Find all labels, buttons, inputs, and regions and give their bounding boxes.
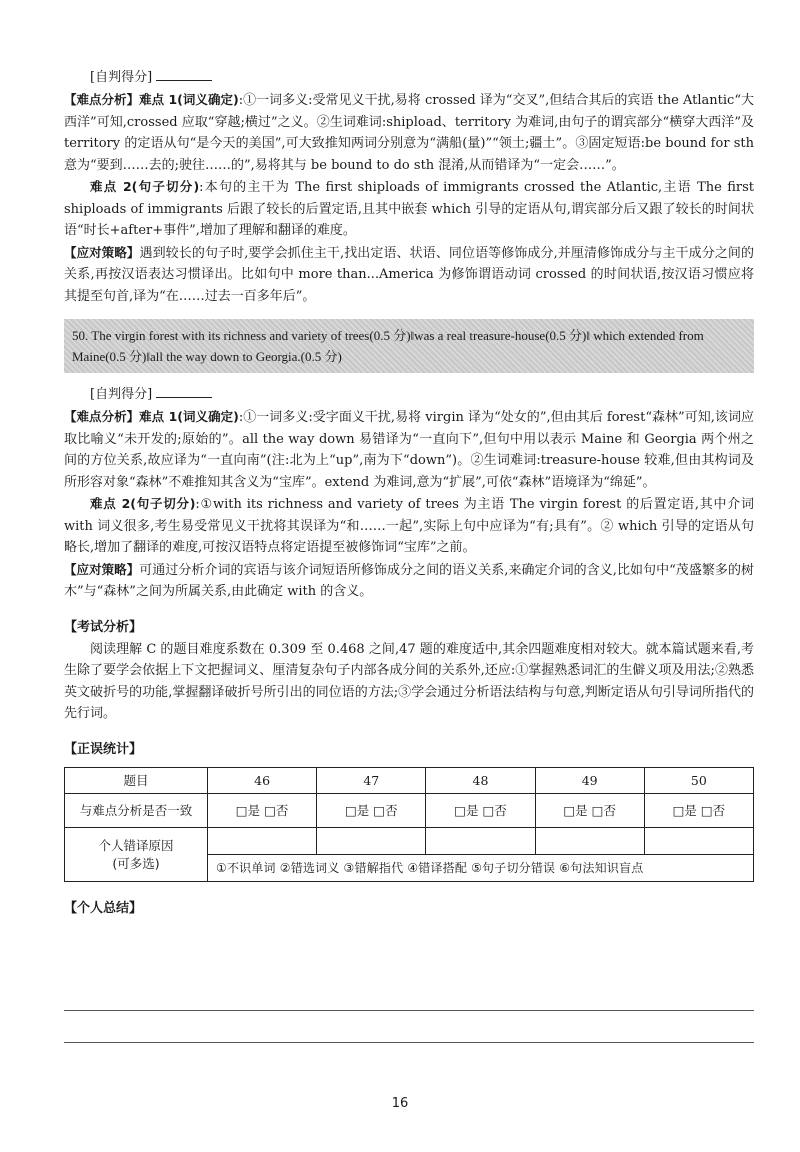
difficulty-title: 难点 1(词义确定)	[139, 92, 239, 107]
difficulty-title: 难点 1(词义确定)	[139, 409, 239, 424]
reason-cell-49[interactable]	[535, 827, 644, 854]
exam-analysis-title: 【考试分析】	[64, 619, 143, 635]
page-number: 16	[391, 1096, 409, 1111]
page-content	[64, 66, 754, 920]
table-header-label: 题目	[65, 767, 208, 793]
section-label: 【应对策略】	[64, 244, 140, 260]
reason-cell-50[interactable]	[644, 827, 753, 854]
self-score-line	[64, 66, 754, 89]
error-reason-label-line1: 个人错译原因	[98, 838, 174, 853]
personal-summary-title: 【个人总结】	[64, 900, 143, 916]
question-col-50: 50	[644, 767, 753, 793]
checkbox-46[interactable]: □是 □否	[208, 793, 317, 827]
reason-options: ①不识单词 ②错选词义 ③错解指代 ④错译搭配 ⑤句子切分错误 ⑥句法知识盲点	[208, 854, 754, 881]
reason-cell-46[interactable]	[208, 827, 317, 854]
error-reason-row	[65, 827, 754, 854]
section-label: 【难点分析】	[64, 92, 140, 107]
strategy-2	[64, 559, 754, 603]
difficulty-analysis-1	[64, 89, 754, 176]
question-50-box: 50. The virgin forest with its richness and variety of trees(0.5 分)‖was a real treasure-house(0.5 分)‖ which extended from Maine(0.5 分)‖all the way down to Georgia.(0.5 分)	[64, 319, 754, 373]
question-col-49: 49	[535, 767, 644, 793]
paragraph-text: :①一词多义:受常见义干扰,易将 crossed 译为“交叉”,但结合其后的宾语 the Atlantic“大西洋”可知,crossed 应取“穿越;横过”之义。②生词难词:shipload、territory 为难词,由句子的谓宾部分“横穿大西洋”及 territory 的定语从句“是今天的美国”,可大致推知两词分别意为“满船(量)”“领土;疆土”。③固定短语:be bound for sth 意为“要到……去的;驶往……的”,易将其与 be bound to do sth 混淆,从而错译为“一定会……”。	[64, 93, 754, 173]
difficulty-title: 难点 2(句子切分)	[90, 179, 200, 194]
self-score-line	[64, 383, 754, 406]
difficulty-title: 难点 2(句子切分)	[90, 496, 196, 511]
stat-table	[64, 767, 754, 882]
difficulty-analysis-3	[64, 406, 754, 493]
stat-title: 【正误统计】	[64, 741, 143, 757]
checkbox-48[interactable]: □是 □否	[426, 793, 535, 827]
error-reason-label-line2: (可多选)	[112, 856, 160, 871]
question-col-47: 47	[317, 767, 426, 793]
section-label: 【应对策略】	[64, 561, 140, 577]
summary-line-1[interactable]	[64, 1010, 754, 1011]
consistency-label: 与难点分析是否一致	[65, 793, 208, 827]
strategy-1	[64, 242, 754, 308]
score-blank	[156, 66, 212, 81]
paragraph-text: :本句的主干为 The first shiploads of immigrants crossed the Atlantic,主语 The first shiploads of immigrants 后跟了较长的后置定语,且其中嵌套 which 引导的定语从句,谓宾部分后又跟了较长的时间状语“时长+after+事件”,增加了理解和翻译的难度。	[64, 180, 754, 238]
checkbox-50[interactable]: □是 □否	[644, 793, 753, 827]
self-score-label: [自判得分]	[90, 387, 153, 402]
self-score-label: [自判得分]	[90, 70, 153, 85]
consistency-row	[65, 793, 754, 827]
exam-analysis-text: 阅读理解 C 的题目难度系数在 0.309 至 0.468 之间,47 题的难度适中,其余四题难度相对较大。就本篇试题来看,考生除了要学会依据上下文把握词义、厘清复杂句子内部各成分间的关系外,还应:①掌握熟悉词汇的生僻义项及用法;②熟悉英文破折号的功能,掌握翻译破折号所引出的同位语的方法;③学会通过分析语法结构与句意,判断定语从句引导词所指代的先行词。	[64, 641, 754, 721]
question-col-48: 48	[426, 767, 535, 793]
paragraph-text: :①with its richness and variety of trees 为主语 The virgin forest 的后置定语,其中介词 with 词义很多,考生易受常见义干扰将其误译为“和……一起”,实际上句中应译为“有;具有”。② which 引导的定语从句略长,增加了翻译的难度,可按汉语特点将定语提至被修饰词“宝库”之前。	[64, 497, 755, 555]
reason-cell-48[interactable]	[426, 827, 535, 854]
paragraph-text: 遇到较长的句子时,要学会抓住主干,找出定语、状语、同位语等修饰成分,并厘清修饰成分与主干成分之间的关系,再按汉语表达习惯译出。比如句中 more than...America 为修饰谓语动词 crossed 的时间状语,按汉语习惯应将其提至句首,译为“在……过去一百多年后”。	[64, 245, 754, 304]
section-label: 【难点分析】	[64, 409, 140, 424]
summary-line-2[interactable]	[64, 1042, 754, 1043]
difficulty-analysis-4	[64, 493, 754, 559]
paragraph-text: :①一词多义:受字面义干扰,易将 virgin 译为“处女的”,但由其后 forest“森林”可知,该词应取比喻义“未开发的;原始的”。all the way down 易错译为“一直向下”,但句中用以表示 Maine 和 Georgia 两个州之间的方位关系,故应译为“一直向南”(注:北为上“up”,南为下“down”)。②生词难词:treasure-house 较难,但由其构词及所形容对象“森林”不难推知其含义为“宝库”。extend 为难词,意为“扩展”,可依“森林”语境译为“绵延”。	[64, 410, 754, 490]
reason-cell-47[interactable]	[317, 827, 426, 854]
table-header-row	[65, 767, 754, 793]
checkbox-47[interactable]: □是 □否	[317, 793, 426, 827]
checkbox-49[interactable]: □是 □否	[535, 793, 644, 827]
error-reason-label	[65, 827, 208, 881]
paragraph-text: 可通过分析介词的宾语与该介词短语所修饰成分之间的语义关系,来确定介词的含义,比如句中“茂盛繁多的树木”与“森林”之间为所属关系,由此确定 with 的含义。	[64, 562, 754, 599]
score-blank	[156, 383, 212, 398]
difficulty-analysis-2	[64, 176, 754, 242]
question-col-46: 46	[208, 767, 317, 793]
